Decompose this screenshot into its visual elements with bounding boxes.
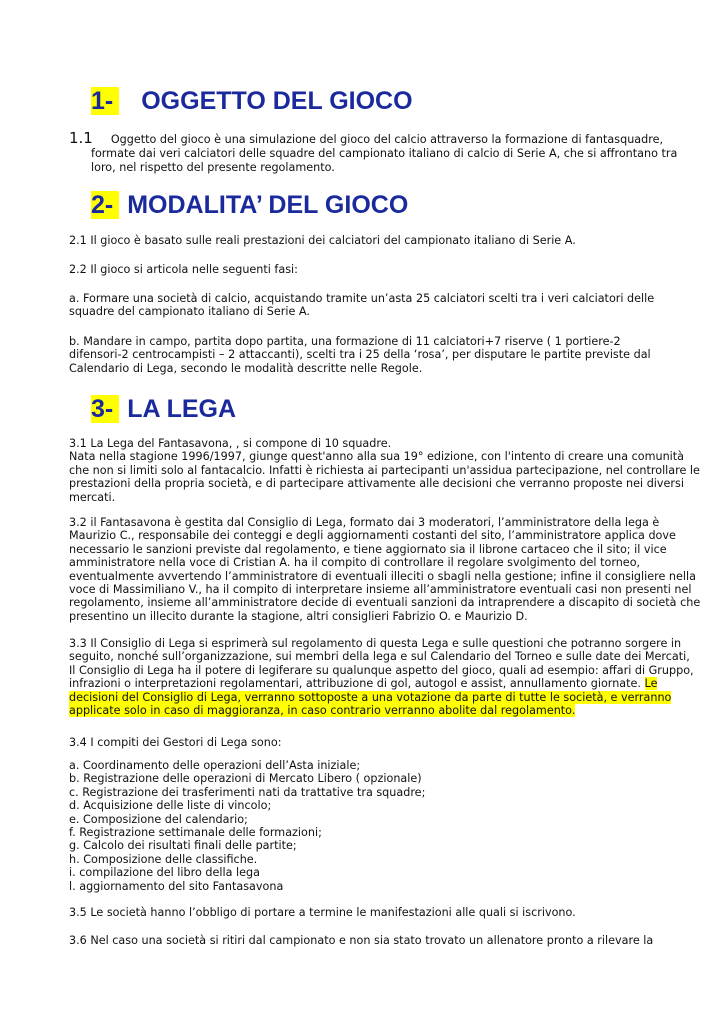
text-line: seguito, nonché sull’organizzazione, sui membri della lega e sul Calendario del Torneo e sulle date dei Mercati,	[69, 650, 690, 664]
text-line: 2.2 Il gioco si articola nelle seguenti fasi:	[69, 263, 298, 276]
paragraph-2-2-a	[69, 292, 689, 319]
highlighted-text: Le	[644, 677, 658, 691]
heading-title: OGGETTO DEL GIOCO	[141, 87, 413, 115]
list-item: i. compilazione del libro della lega	[69, 866, 260, 880]
text-line	[69, 691, 689, 704]
text-line	[69, 677, 689, 690]
text-line: loro, nel rispetto del presente regolamento.	[91, 161, 335, 174]
text-line: 3.6 Nel caso una società si ritiri dal campionato e non sia stato trovato un allenatore pronto a rilevare la	[69, 934, 654, 947]
paragraph-2-1	[69, 234, 689, 247]
heading-la-lega	[91, 394, 236, 424]
text-line: Calendario di Lega, secondo le modalità descritte nelle Regole.	[69, 361, 423, 375]
paragraph-3-5	[69, 906, 689, 919]
text-line: a. Formare una società di calcio, acquistando tramite un’asta 25 calciatori scelti tra i veri calciatori delle	[69, 292, 655, 305]
text-line: Oggetto del gioco è una simulazione del gioco del calcio attraverso la formazione di fantasquadre,	[110, 133, 664, 146]
text-line: squadre del campionato italiano di Serie A.	[69, 305, 310, 319]
section-number: 1.1	[69, 129, 93, 147]
text-line: necessario le sanzioni previste dal regolamento, e tiene aggiornato sia il librone cartaceo che il sito; il vice	[69, 542, 667, 556]
paragraph-3-4	[69, 736, 689, 749]
section-1-1	[69, 131, 709, 175]
list-item: c. Registrazione dei trasferimenti nati da trattative tra squadre;	[69, 785, 426, 799]
text-line: Nata nella stagione 1996/1997, giunge quest'anno alla sua 19° edizione, con l'intento di creare una comunità	[69, 450, 685, 464]
text-line: prestazioni della propria società, e di partecipare attivamente alle decisioni che verranno proposte nei diversi	[69, 477, 684, 491]
text-line: Maurizio C., responsabile dei conteggi e degli aggiornamenti costanti del sito, l’amministratore applica dove	[69, 529, 676, 543]
highlighted-text: applicate solo in caso di maggioranza, in caso contrario verranno abolite dal regolamento.	[69, 703, 576, 717]
duties-list	[69, 759, 689, 893]
heading-number: 1-	[91, 87, 119, 115]
text-line: presentino un illecito durante la stagione, altri consiglieri Fabrizio O. e Maurizio D.	[69, 609, 528, 623]
paragraph-3-3	[69, 637, 694, 717]
heading-oggetto	[91, 86, 413, 116]
list-item: a. Coordinamento delle operazioni dell’Asta iniziale;	[69, 759, 361, 772]
paragraph-2-2-b	[69, 335, 689, 375]
text-line: 2.1 Il gioco è basato sulle reali prestazioni dei calciatori del campionato italiano di Serie A.	[69, 234, 576, 247]
text-line: 3.4 I compiti dei Gestori di Lega sono:	[69, 736, 282, 749]
heading-number: 3-	[91, 395, 119, 423]
text-line: amministratore nella voce di Cristian A. ha il compito di controllare il regolare svolgimento del torneo,	[69, 556, 641, 570]
heading-title: LA LEGA	[127, 395, 237, 423]
list-item: d. Acquisizione delle liste di vincolo;	[69, 799, 272, 813]
text-line	[69, 704, 689, 717]
paragraph-3-2	[69, 516, 701, 623]
text-line: eventualmente avvertendo l’amministratore di eventuali illeciti o sbagli nella gestione; infine il consigliere nella	[69, 569, 696, 583]
text-line: mercati.	[69, 490, 116, 504]
text-line: voce di Massimiliano V., ha il compito di interpretare insieme all’amministratore eventuali casi non presenti nel	[69, 582, 692, 596]
list-item: l. aggiornamento del sito Fantasavona	[69, 879, 284, 893]
text-line: b. Mandare in campo, partita dopo partita, una formazione di 11 calciatori+7 riserve ( 1 portiere-2	[69, 335, 621, 348]
list-item: f. Registrazione settimanale delle formazioni;	[69, 825, 322, 839]
paragraph-3-1	[69, 437, 700, 504]
text-line: 3.3 Il Consiglio di Lega si esprimerà sul regolamento di questa Lega e sulle questioni che potranno sorgere in	[69, 637, 682, 650]
paragraph-3-6	[69, 934, 689, 947]
list-item: g. Calcolo dei risultati finali delle partite;	[69, 839, 297, 853]
text-line: regolamento, insieme all’amministratore decide di eventuali sanzioni da intraprendere a discapito di società che	[69, 596, 701, 610]
highlighted-text: decisioni del Consiglio di Lega, verranno sottoposte a una votazione da parte di tutte le società, e verranno	[69, 690, 672, 704]
text-segment: infrazioni o interpretazioni regolamentari, attribuzione di gol, autogol e assist, annullamento giornate.	[69, 677, 645, 691]
text-line: formate dai veri calciatori delle squadre del campionato italiano di calcio di Serie A, che si affrontano tra	[91, 147, 678, 160]
text-line: 3.5 Le società hanno l’obbligo di portare a termine le manifestazioni alle quali si iscrivono.	[69, 906, 576, 919]
text-line: 3.2 il Fantasavona è gestita dal Consiglio di Lega, formato dai 3 moderatori, l’amministratore della lega è	[69, 516, 660, 529]
text-line: difensori-2 centrocampisti – 2 attaccanti), scelti tra i 25 della ‘rosa’, per disputare le partite previste dal	[69, 348, 651, 362]
list-item: b. Registrazione delle operazioni di Mercato Libero ( opzionale)	[69, 772, 422, 786]
text-line: Il Consiglio di Lega ha il potere di legiferare su qualunque aspetto del gioco, quali ad esempio: affari di Gruppo,	[69, 663, 694, 677]
heading-number: 2-	[91, 191, 119, 219]
paragraph-2-2	[69, 263, 689, 276]
text-line: 3.1 La Lega del Fantasavona, , si compone di 10 squadre.	[69, 437, 392, 450]
list-item: h. Composizione delle classifiche.	[69, 852, 258, 866]
heading-title: MODALITA’ DEL GIOCO	[127, 191, 409, 219]
text-line: che non si limiti solo al fantacalcio. Infatti è richiesta ai partecipanti un'assidua partecipazione, nel controllare le	[69, 463, 700, 477]
list-item: e. Composizione del calendario;	[69, 812, 248, 826]
heading-modalita	[91, 190, 408, 220]
